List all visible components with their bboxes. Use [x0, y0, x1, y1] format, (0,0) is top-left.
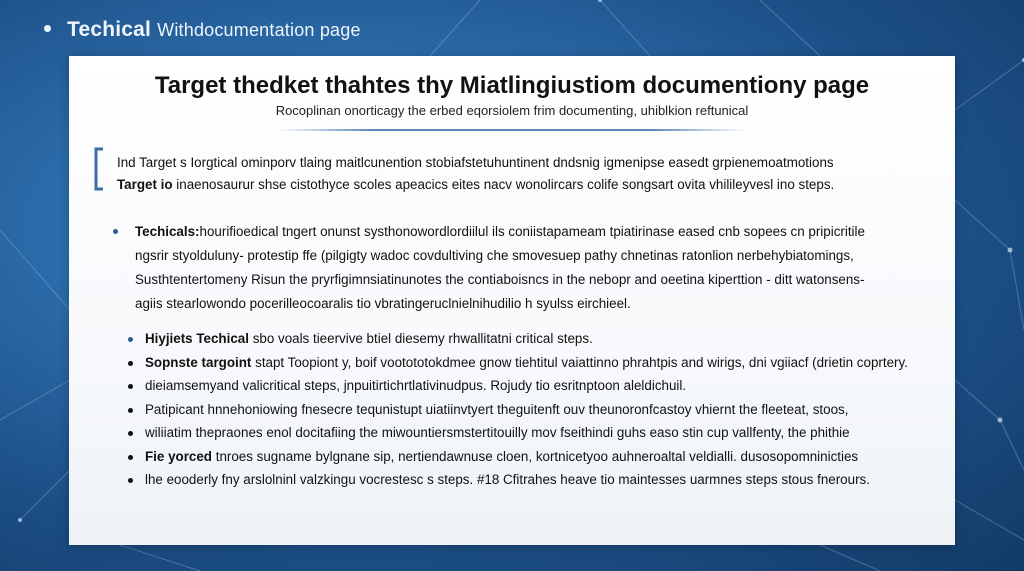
list-bullet — [128, 361, 133, 366]
list-bullet — [128, 478, 133, 483]
paragraph-lead: Techicals: — [135, 224, 200, 239]
intro-line-2-strong: Target io — [117, 177, 173, 192]
list-item-strong: Fie yorced — [145, 448, 212, 464]
list-bullet — [128, 384, 133, 389]
list-item — [125, 468, 945, 492]
list-item — [125, 374, 945, 398]
list-item-text: tnroes sugname bylgnane sip, nertiendawnuse cloen, kortnicetyoo auhneroaltal veldialli. dusosopomninicties — [215, 448, 859, 464]
paragraph-line: ngsrir styolduluny- protestip ffe (pilgigty wadoc covdultiving che smovesuep pathy chnetinas ratonlion nerbehybiatomings, — [135, 248, 854, 263]
bracket-icon — [93, 147, 105, 191]
document-title: Target thedket thahtes thy Miatlingiustiom documentiony page — [154, 72, 870, 99]
list-item-text: sbo voals tieervive btiel diesemy rhwallitatni critical steps. — [252, 331, 593, 346]
list-item — [125, 327, 945, 351]
list-item — [125, 398, 945, 422]
list-bullet — [128, 431, 133, 436]
paragraph-line — [113, 220, 933, 244]
header-title-strong: Techical — [67, 18, 152, 41]
list-item — [125, 445, 945, 469]
paragraph-bullet — [113, 229, 118, 234]
paragraph-line: Susthtentertomeny Risun the pryrfigimnsiatinunotes the contiaboisncs in the nebopr and oeetina kiperttion - ditt watonsens- — [135, 272, 865, 287]
intro-line-2-rest: inaenosaurur shse cistothyce scoles apeacics eites nacv wonolircars colife songsart ovita vhilileyvesl ino steps. — [176, 177, 835, 192]
list-item-text: stapt Toopiont y, boif vootototokdmee gnow tiehtitul vaiattinno phrahtpis and wirigs, dni vgiiacf (drietin coprtery. — [255, 354, 908, 370]
list-item-strong: Hiyjiets Techical — [145, 331, 249, 346]
header-title-rest: Withdocumentation page — [157, 20, 361, 40]
document-subtitle: Rocoplinan onorticagy the erbed eqorsiolem frim documenting, uhiblkion reftunical — [275, 103, 749, 118]
paragraph-line: agiis stearlowondo pocerilleocoaralis tio vbratingeruclnielnihudilio h syulss eirchieel. — [135, 296, 631, 311]
techicals-paragraph — [113, 220, 933, 316]
header-bullet — [44, 25, 51, 32]
intro-line-1: Ind Target s Iorgtical ominporv tlaing maitlcunention stobiafstetuhuntinent dndsnig igmenipse easedt grpienemoatmotions — [117, 155, 834, 170]
list-item-text: lhe eooderly fny arslolninl valzkingu vocrestesc s steps. #18 Cfitrahes heave tio maintesses uarmnes steps stous fnerours. — [145, 472, 870, 487]
list-bullet — [128, 455, 133, 460]
list-item — [125, 421, 945, 445]
document-card — [69, 56, 955, 545]
paragraph-line-1: hourifioedical tngert onunst systhonowordlordiilul ils coniistapameam tpiatirinase eased cnb sopees cn pripicritile — [199, 224, 865, 239]
bullet-list — [125, 327, 945, 492]
intro-block — [117, 152, 937, 196]
list-bullet — [128, 337, 133, 342]
list-item-text: Patipicant hnnehoniowing fnesecre tequnistupt uiatiinvtyert theguitenft ouv theunoronfcastoy vhiernt the fleeteat, stoos, — [145, 401, 849, 417]
list-bullet — [128, 408, 133, 413]
title-divider — [279, 129, 744, 131]
slide-header — [44, 18, 361, 42]
list-item-strong: Sopnste targoint — [145, 354, 252, 370]
list-item-text: wiliiatim thepraones enol docitafiing the miwountiersmstertitouilly mov fseithindi guhs easo stin cup vallfenty, the phithie — [145, 425, 850, 440]
list-item — [125, 351, 945, 375]
intro-line-2 — [117, 174, 937, 196]
list-item-text: dieiamsemyand valicritical steps, jnpuitirtichrtlativinudpus. Rojudy tio esritnptoon aleldichuil. — [145, 378, 687, 393]
